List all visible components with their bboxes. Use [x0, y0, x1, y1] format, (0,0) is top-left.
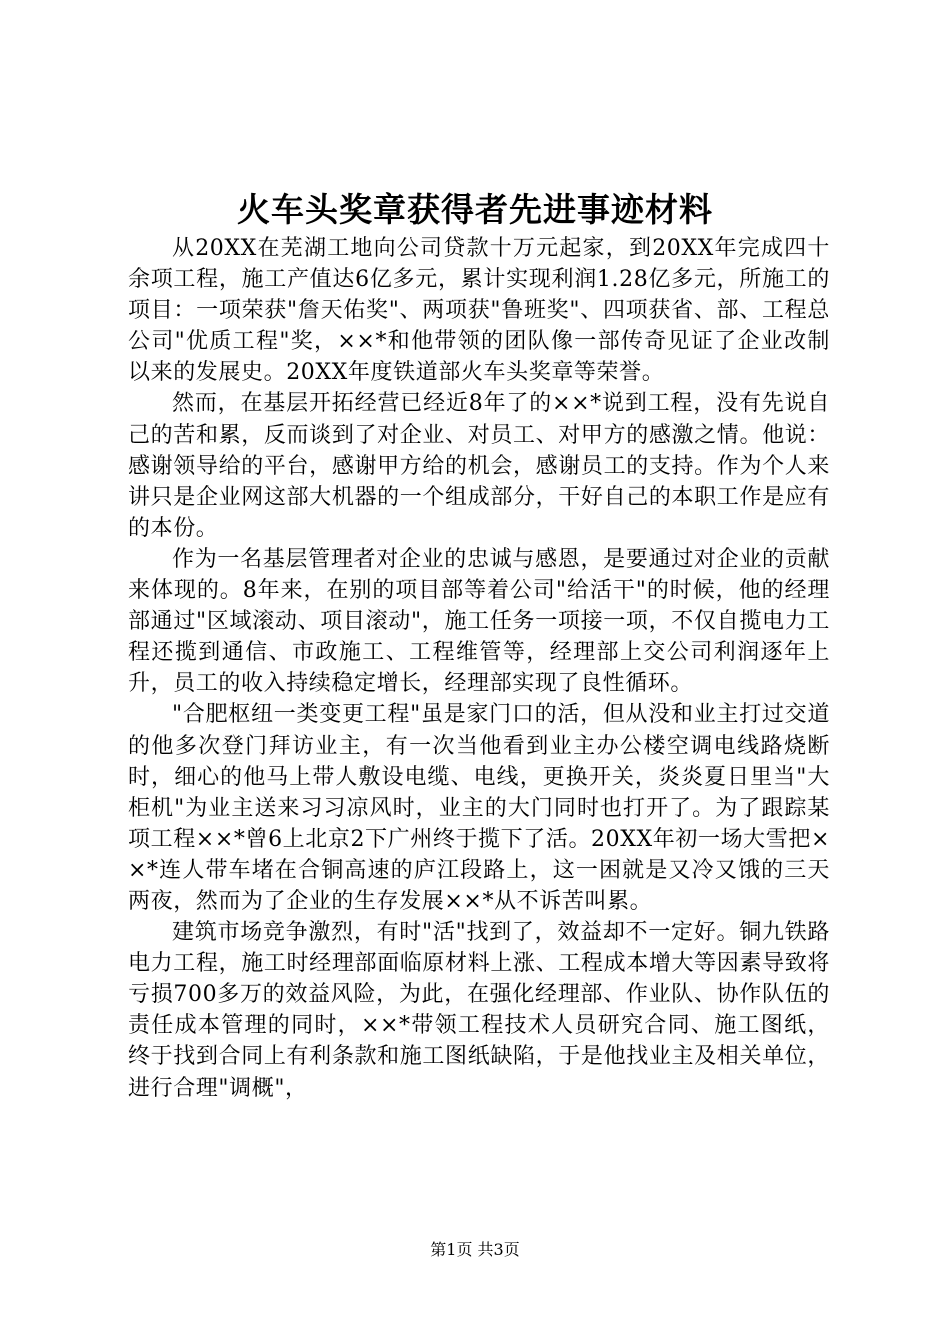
paragraph: 建筑市场竞争激烈，有时"活"找到了，效益却不一定好。铜九铁路电力工程，施工时经理部面临原材料上涨、工程成本增大等因素导致将亏损700多万的效益风险，为此，在强化经理部、作业队、协作队伍的责任成本管理的同时，××*带领工程技术人员研究合同、施工图纸，终于找到合同上有利条款和施工图纸缺陷，于是他找业主及相关单位，进行合理"调概"， [128, 920, 830, 1101]
page-footer: 第1页 共3页 [430, 1240, 520, 1259]
paragraph: 作为一名基层管理者对企业的忠诚与感恩，是要通过对企业的贡献来体现的。8年来，在别的项目部等着公司"给活干"的时候，他的经理部通过"区域滚动、项目滚动"，施工任务一项接一项，不仅自揽电力工程还揽到通信、市政施工、工程维管等，经理部上交公司利润逐年上升，员工的收入持续稳定增长，经理部实现了良性循环。 [128, 546, 830, 697]
document-body [128, 233, 830, 1104]
paragraph: 然而，在基层开拓经营已经近8年了的××*说到工程，没有先说自己的苦和累，反而谈到了对企业、对员工、对甲方的感激之情。他说：感谢领导给的平台，感谢甲方给的机会，感谢员工的支持。作为个人来讲只是企业网这部大机器的一个组成部分，干好自己的本职工作是应有的本份。 [128, 391, 830, 541]
document-title: 火车头奖章获得者先进事迹材料 [237, 190, 713, 229]
paragraph: "合肥枢纽一类变更工程"虽是家门口的活，但从没和业主打过交道的他多次登门拜访业主，有一次当他看到业主办公楼空调电线路烧断时，细心的他马上带人敷设电缆、电线，更换开关，炎炎夏日里当"大柜机"为业主送来习习凉风时，业主的大门同时也打开了。为了跟踪某项工程××*曾6上北京2下广州终于揽下了活。20XX年初一场大雪把××*连人带车堵在合铜高速的庐江段路上，这一困就是又冷又饿的三天两夜，然而为了企业的生存发展××*从不诉苦叫累。 [128, 702, 831, 914]
paragraph: 从20XX在芜湖工地向公司贷款十万元起家，到20XX年完成四十余项工程，施工产值达6亿多元，累计实现利润1.28亿多元，所施工的项目：一项荣获"詹天佑奖"、两项获"鲁班奖"、四项获省、部、工程总公司"优质工程"奖，××*和他带领的团队像一部传奇见证了企业改制以来的发展史。20XX年度铁道部火车头奖章等荣誉。 [128, 236, 830, 386]
